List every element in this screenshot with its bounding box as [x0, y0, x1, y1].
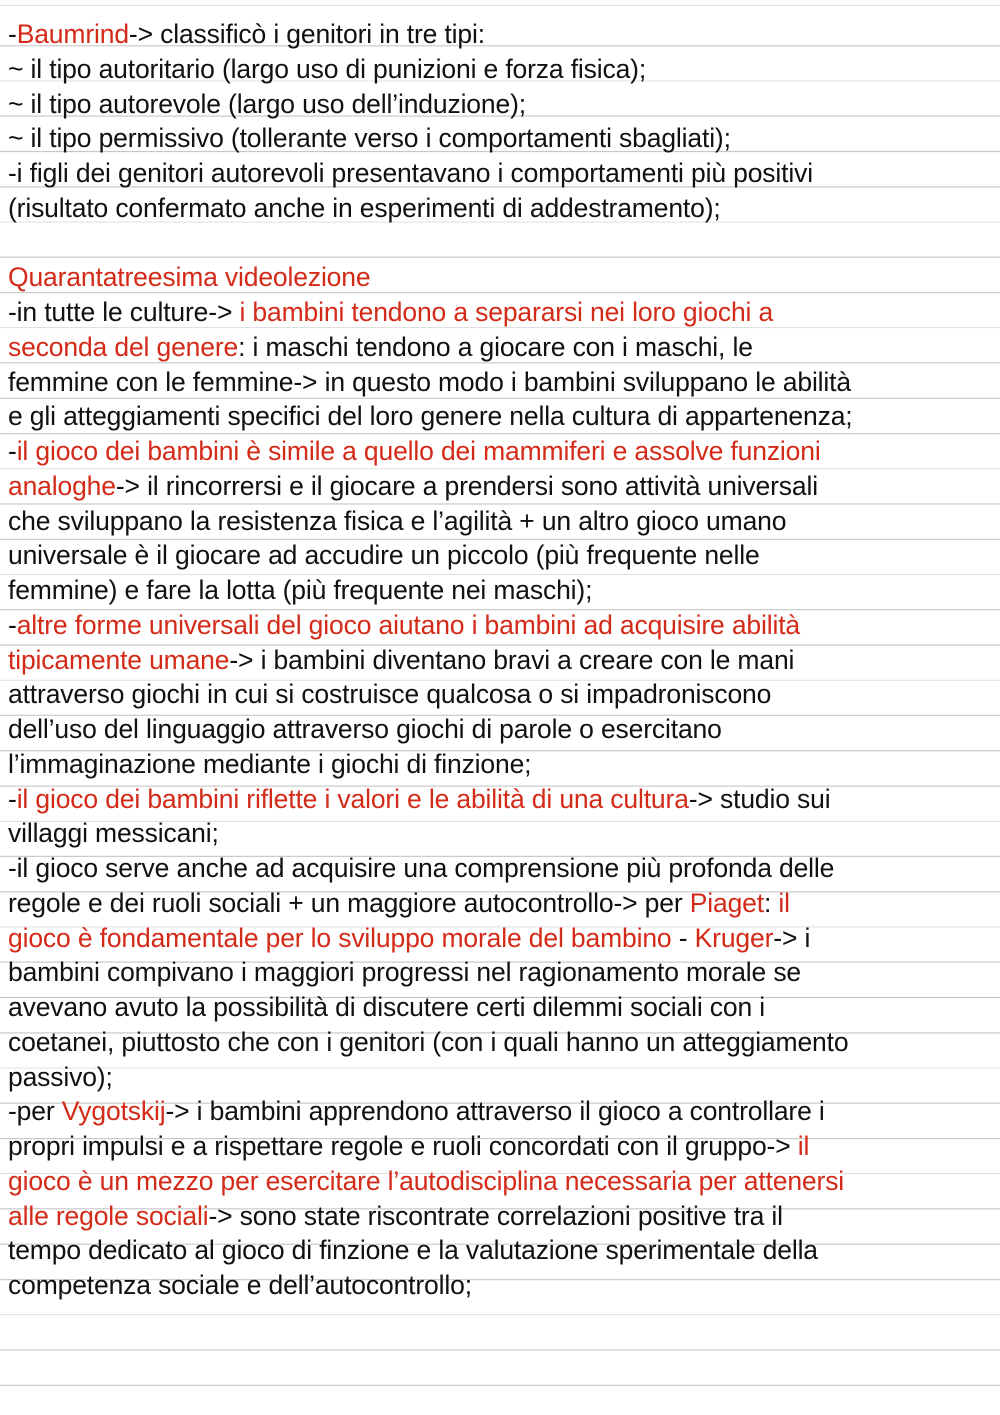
- highlighted-text: il: [778, 887, 790, 918]
- text-line: [8, 121, 998, 156]
- text-line: [8, 886, 998, 921]
- highlighted-text: analoghe: [8, 470, 116, 501]
- text-line: [8, 330, 998, 365]
- text-line: [8, 782, 998, 817]
- highlighted-text: gioco è fondamentale per lo sviluppo morale del bambino: [8, 922, 672, 953]
- body-text: -> il rincorrersi e il giocare a prendersi sono attività universali: [115, 470, 818, 501]
- body-text: -: [671, 922, 695, 953]
- body-text: passivo);: [8, 1061, 113, 1092]
- highlighted-text: Kruger: [694, 922, 774, 953]
- text-line: [8, 921, 998, 956]
- body-text: competenza sociale e dell’autocontrollo;: [8, 1270, 472, 1300]
- body-text: -per: [8, 1096, 62, 1127]
- text-line: [8, 504, 998, 539]
- highlighted-text: tipicamente umane: [8, 644, 230, 675]
- body-text: -> classificò i genitori in tre tipi:: [128, 19, 485, 49]
- body-text: dell’uso del linguaggio attraverso giochi di parole o esercitano: [8, 714, 722, 744]
- text-line: [8, 1199, 998, 1234]
- body-text: femmine) e fare la lotta (più frequente nei maschi);: [8, 575, 593, 605]
- body-text: villaggi messicani;: [8, 818, 219, 849]
- text-line: [8, 52, 998, 87]
- body-text: (risultato confermato anche in esperimenti di addestramento);: [8, 192, 721, 223]
- text-line: [8, 538, 998, 573]
- highlighted-text: Baumrind: [16, 19, 129, 49]
- text-line: [8, 1025, 998, 1060]
- notes-page: [8, 17, 998, 1303]
- body-text: -> studio sui: [688, 783, 831, 814]
- body-text: l’immaginazione mediante i giochi di finzione;: [8, 748, 532, 779]
- text-line: [8, 747, 998, 782]
- text-line: [8, 608, 998, 643]
- text-line: [8, 87, 998, 122]
- body-text: ~ il tipo autoritario (largo uso di punizioni e forza fisica);: [8, 53, 647, 84]
- body-text: -: [8, 783, 17, 814]
- body-text: -> i bambini diventano bravi a creare con le mani: [229, 644, 795, 675]
- text-line: [8, 1233, 998, 1268]
- text-line: [8, 677, 998, 712]
- body-text: propri impulsi e a rispettare regole e ruoli concordati con il gruppo->: [8, 1131, 798, 1161]
- text-line: [8, 712, 998, 747]
- text-line: [8, 851, 998, 886]
- text-line: [8, 156, 998, 191]
- body-text: -: [8, 436, 17, 466]
- text-line: [8, 1060, 998, 1095]
- body-text: bambini compivano i maggiori progressi nel ragionamento morale se: [8, 957, 802, 988]
- highlighted-text: il gioco dei bambini è simile a quello dei mammiferi e assolve funzioni: [16, 436, 821, 466]
- body-text: che sviluppano la resistenza fisica e l’agilità + un altro gioco umano: [8, 505, 787, 536]
- body-text: -: [8, 19, 17, 49]
- body-text: -> i: [773, 922, 811, 953]
- body-text: avevano avuto la possibilità di discutere certi dilemmi sociali con i: [8, 992, 766, 1022]
- text-line: [8, 434, 998, 469]
- text-line: [8, 1129, 998, 1164]
- body-text: universale è il giocare ad accudire un piccolo (più frequente nelle: [8, 540, 760, 571]
- highlighted-text: gioco è un mezzo per esercitare l’autodisciplina necessaria per attenersi: [8, 1165, 845, 1196]
- body-text: ~ il tipo permissivo (tollerante verso i comportamenti sbagliati);: [8, 123, 731, 154]
- body-text: :: [763, 887, 779, 918]
- text-line: [8, 1164, 998, 1199]
- highlighted-text: i bambini tendono a separarsi nei loro giochi a: [239, 297, 774, 327]
- text-line: [8, 643, 998, 678]
- text-line: [8, 226, 998, 261]
- highlighted-text: Quarantatreesima videolezione: [8, 262, 371, 293]
- body-text: -> i bambini apprendono attraverso il gioco a controllare i: [165, 1096, 825, 1127]
- body-text: attraverso giochi in cui si costruisce qualcosa o si impadroniscono: [8, 679, 772, 710]
- text-line: [8, 955, 998, 990]
- body-text: femmine con le femmine-> in questo modo i bambini sviluppano le abilità: [8, 366, 851, 397]
- text-line: [8, 1268, 998, 1303]
- body-text: -i figli dei genitori autorevoli presentavano i comportamenti più positivi: [8, 158, 813, 188]
- text-line: [8, 191, 998, 226]
- highlighted-text: alle regole sociali: [8, 1200, 209, 1231]
- text-line: [8, 573, 998, 608]
- body-text: -il gioco serve anche ad acquisire una comprensione più profonda delle: [8, 853, 835, 883]
- text-line: [8, 990, 998, 1025]
- highlighted-text: Vygotskij: [61, 1096, 166, 1127]
- highlighted-text: altre forme universali del gioco aiutano i bambini ad acquisire abilità: [16, 609, 801, 640]
- body-text: tempo dedicato al gioco di finzione e la valutazione sperimentale della: [8, 1235, 818, 1266]
- text-line: [8, 260, 998, 295]
- text-line: [8, 469, 998, 504]
- highlighted-text: seconda del genere: [8, 331, 239, 362]
- text-line: [8, 1094, 998, 1129]
- highlighted-text: Piaget: [689, 887, 764, 918]
- text-line: [8, 295, 998, 330]
- text-line: [8, 816, 998, 851]
- body-text: -> sono state riscontrate correlazioni positive tra il: [208, 1200, 783, 1231]
- text-line: [8, 399, 998, 434]
- body-text: e gli atteggiamenti specifici del loro genere nella cultura di appartenenza;: [8, 401, 853, 432]
- text-line: [8, 365, 998, 400]
- body-text: : i maschi tendono a giocare con i maschi, le: [238, 331, 753, 362]
- body-text: coetanei, piuttosto che con i genitori (con i quali hanno un atteggiamento: [8, 1026, 849, 1057]
- highlighted-text: il gioco dei bambini riflette i valori e le abilità di una cultura: [16, 783, 689, 814]
- highlighted-text: il: [797, 1131, 810, 1161]
- body-text: -: [8, 609, 17, 640]
- body-text: regole e dei ruoli sociali + un maggiore autocontrollo-> per: [8, 887, 690, 918]
- body-text: -in tutte le culture->: [8, 297, 240, 327]
- body-text: ~ il tipo autorevole (largo uso dell’induzione);: [8, 88, 526, 119]
- text-line: [8, 17, 998, 52]
